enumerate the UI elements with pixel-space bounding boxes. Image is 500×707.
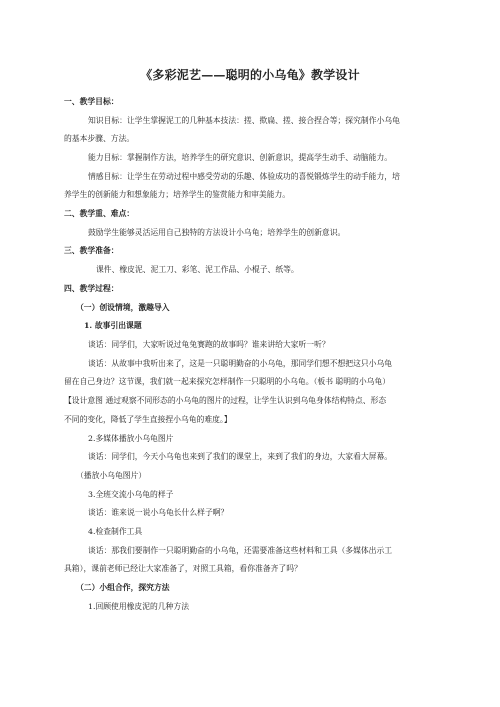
- step-heading: 3.全班交流小乌龟的样子: [88, 490, 174, 499]
- paragraph-line: 谈话：谁来说一说小乌龟长什么样子啊？: [88, 508, 229, 517]
- section-heading-preparation: 三、教学准备：: [64, 246, 119, 255]
- paragraph-line: 情感目标：让学生在劳动过程中感受劳动的乐趣、体验成功的喜悦锻炼学生的动手能力，培: [88, 172, 400, 181]
- paragraph-line: 能力目标：掌握制作方法，培养学生的研究意识、创新意识，提高学生动手、动脑能力。: [88, 153, 393, 162]
- step-heading: 4.检查制作工具: [88, 527, 143, 536]
- paragraph-line: 谈话：那我们要制作一只聪明勤奋的小乌龟，还需要准备这些材料和工具（多媒体出示工: [88, 546, 393, 555]
- section-heading-objectives: 一、教学目标：: [64, 97, 119, 106]
- design-intent-line: 不同的变化，降低了学生直接捏小乌龟的难度。】: [64, 415, 232, 424]
- paragraph-line: 知识目标：让学生掌握泥工的几种基本技法：搓、揿扁、搓、接合捏合等；探究制作小乌龟: [88, 116, 400, 125]
- paragraph-line: 鼓励学生能够灵活运用自己独特的方法设计小乌龟；培养学生的创新意识。: [88, 228, 346, 237]
- paragraph-line: 课件、橡皮泥、泥工刀、彩笔、泥工作品、小棍子、纸等。: [96, 265, 299, 274]
- design-intent-line: 【设计意图 通过观察不同形态的小乌龟的图片的过程，让学生认识到乌龟身体结构特点、形态: [64, 396, 387, 405]
- subsection-heading: （一）创设情境，激趣导入: [76, 303, 170, 312]
- subsection-heading: （二）小组合作，探究方法: [76, 583, 170, 592]
- paragraph-line: 谈话：同学们，大家听说过龟兔赛跑的故事吗？谁来讲给大家听一听？: [88, 340, 330, 349]
- paragraph-line: 留在自己身边？这节课，我们就一起来探究怎样制作一只聪明的小乌龟。（板书 聪明的小乌龟）: [64, 377, 391, 386]
- paragraph-line: （播放小乌龟图片）: [76, 471, 147, 480]
- paragraph-line: 谈话：从故事中我听出来了，这是一只聪明勤奋的小乌龟，那同学们想不想把这只小乌龟: [88, 359, 393, 368]
- paragraph-line: 养学生的创新能力和想象能力；培养学生的鉴赏能力和审美能力。: [64, 190, 291, 199]
- paragraph-line: 的基本步骤、方法。: [64, 134, 135, 143]
- step-heading: 2.多媒体播放小乌龟图片: [88, 434, 174, 443]
- step-heading: 1.回顾使用橡皮泥的几种方法: [88, 602, 190, 611]
- paragraph-line: 具箱），课前老师已经让大家准备了，对照工具箱，看你准备齐了吗？: [64, 564, 302, 573]
- section-heading-key-points: 二、教学重、难点：: [64, 209, 135, 218]
- document-title: 《多彩泥艺——聪明的小乌龟》教学设计: [140, 68, 360, 82]
- section-heading-process: 四、教学过程：: [64, 284, 119, 293]
- step-heading: 1. 故事引出课题: [84, 321, 142, 330]
- paragraph-line: 谈话：同学们，今天小乌龟也来到了我们的课堂上，来到了我们的身边，大家看大屏幕。: [88, 452, 393, 461]
